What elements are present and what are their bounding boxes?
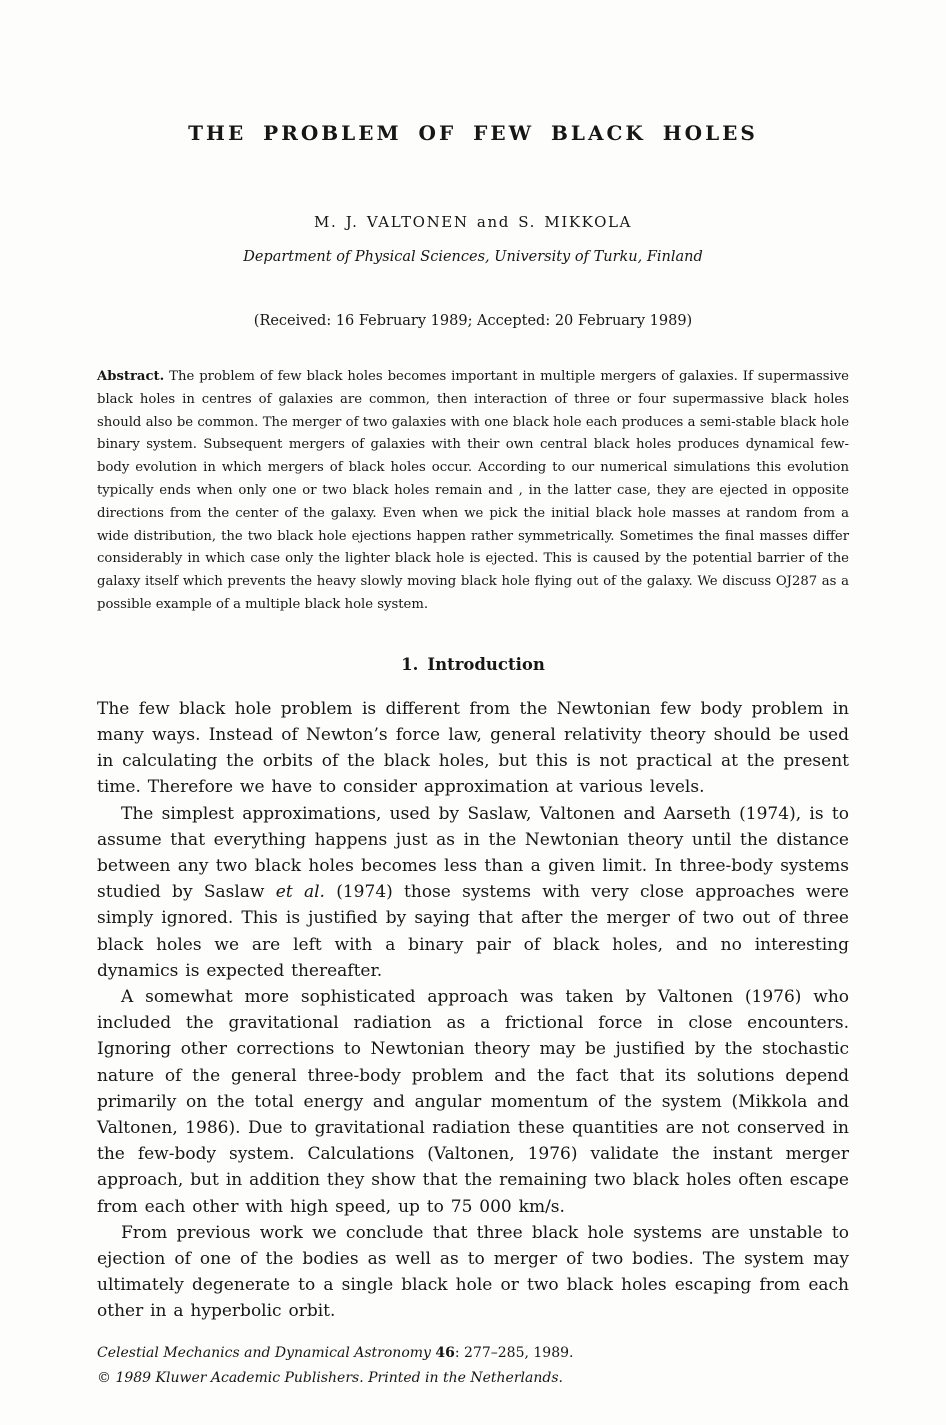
journal-footer [97, 1341, 849, 1390]
received-accepted-line: (Received: 16 February 1989; Accepted: 20 February 1989) [253, 313, 693, 329]
journal-name: Celestial Mechanics and Dynamical Astronomy [97, 1345, 431, 1361]
paper-title: THE PROBLEM OF FEW BLACK HOLES [188, 121, 758, 145]
journal-volume: 46 [435, 1345, 455, 1361]
copyright-symbol: © [97, 1369, 111, 1386]
abstract-text: The problem of few black holes becomes important in multiple mergers of galaxies. If supermassive black holes in centres of galaxies are common, then interaction of three or four supermassive black holes should also be common. The merger of two galaxies with one black hole each produces a semi-stable black hole binary system. Subsequent mergers of galaxies with their own central black holes produces dynamical few-body evolution in which mergers of black holes occur. According to our numerical simulations this evolution typically ends when only one or two black holes remain and , in the latter case, they are ejected in opposite directions from the center of the galaxy. Even when we pick the initial black hole masses at random from a wide distribution, the two black hole ejections happen rather symmetrically. Sometimes the final masses differ considerably in which case only the lighter black hole is ejected. This is caused by the potential barrier of the galaxy itself which prevents the heavy slowly moving black hole flying out of the galaxy. We discuss OJ287 as a possible example of a multiple black hole system. [97, 369, 849, 612]
paragraph-3: A somewhat more sophisticated approach was taken by Valtonen (1976) who included the gravitational radiation as a frictional force in close encounters. Ignoring other corrections to Newtonian theory may be justified by the stochastic nature of the general three-body problem and the fact that its solutions depend primarily on the total energy and angular momentum of the system (Mikkola and Valtonen, 1986). Due to gravitational radiation these quantities are not conserved in the few-body system. Calculations (Valtonen, 1976) validate the instant merger approach, but in addition they show that the remaining two black holes often escape from each other with high speed, up to 75 000 km/s. [97, 987, 849, 1217]
paragraph-2-text-a: The simplest approximations, used by Saslaw, Valtonen and Aarseth (1974), is to assume that everything happens just as in the Newtonian theory until the distance between any two black holes becomes less than a given limit. In three-body systems studied by Saslaw [97, 803, 849, 903]
authors-line: M. J. VALTONEN and S. MIKKOLA [314, 213, 632, 231]
section-number: 1. [401, 654, 419, 674]
copyright-line [97, 1366, 849, 1391]
section-title: Introduction [427, 654, 545, 674]
section-heading [97, 655, 849, 675]
paragraph-4: From previous work we conclude that three black hole systems are unstable to ejection of one of the bodies as well as to merger of two bodies. The system may ultimately degenerate to a single black hole or two black holes escaping from each other in a hyperbolic orbit. [97, 1222, 849, 1322]
copyright-text: 1989 Kluwer Academic Publishers. Printed in the Netherlands. [115, 1369, 563, 1386]
paragraph-1: The few black hole problem is different from the Newtonian few body problem in many ways. Instead of Newton’s force law, general relativity theory should be used in calculating the orbits of the black holes, but this is not practical at the present time. Therefore we have to consider approximation at various levels. [97, 698, 849, 798]
paragraph-2-text-b: (1974) those systems with very close approaches were simply ignored. This is justified by saying that after the merger of two out of three black holes we are left with a binary pair of black holes, and no interesting dynamics is expected thereafter. [97, 882, 849, 981]
abstract-block [97, 366, 849, 617]
journal-pages: : 277–285, 1989. [454, 1345, 574, 1361]
abstract-label: Abstract. [97, 369, 165, 384]
journal-citation-line [97, 1341, 849, 1366]
paragraph-2-etal: et al. [275, 882, 325, 903]
affiliation-line: Department of Physical Sciences, University of Turku, Finland [243, 249, 703, 265]
paragraph-2 [97, 801, 849, 984]
